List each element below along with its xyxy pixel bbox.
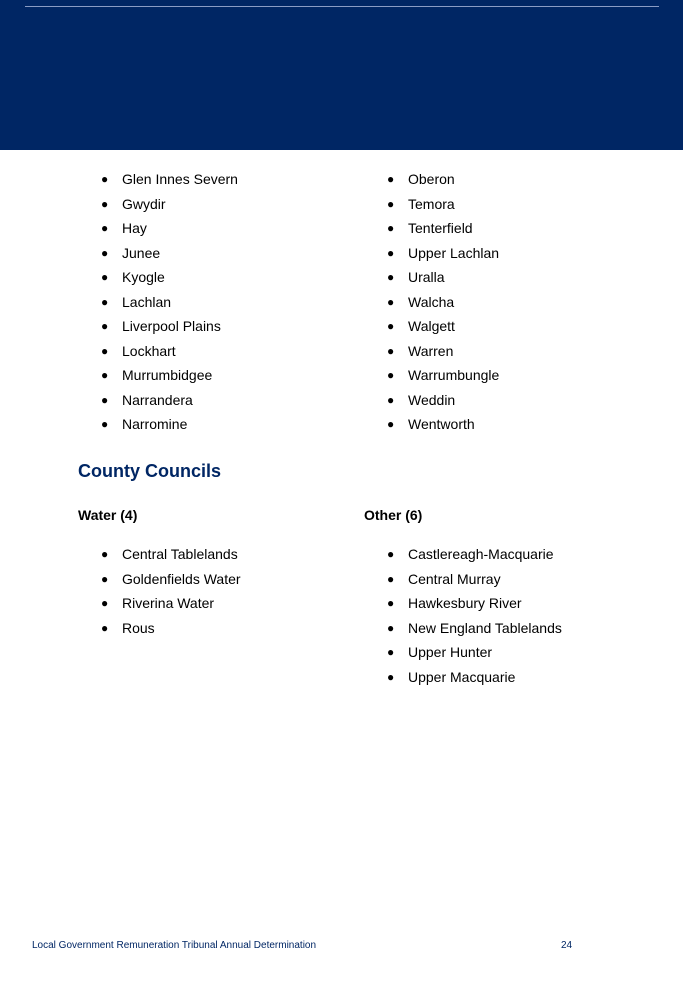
bullet-icon: ● (387, 245, 395, 260)
list-item: ● Narromine (101, 416, 188, 432)
bullet-icon: ● (387, 270, 395, 284)
bullet-icon: ● (387, 368, 395, 382)
bullet-icon: ● (387, 221, 395, 235)
bullet-icon: ● (101, 270, 109, 284)
list-item: ● Hay (101, 220, 147, 236)
list-item: ● Lockhart (101, 342, 176, 359)
list-item: ● Narrandera (101, 391, 193, 408)
list-item: ● Temora (387, 195, 455, 212)
bullet-icon: ● (387, 172, 395, 186)
bullet-icon: ● (387, 392, 395, 407)
page-number: 24 (561, 940, 573, 951)
bullet-icon: ● (101, 319, 109, 333)
list-item: ● New England Tablelands (387, 619, 562, 636)
bullet-icon: ● (101, 245, 109, 260)
bullet-icon: ● (387, 596, 395, 610)
bullet-icon: ● (101, 368, 109, 382)
bullet-icon: ● (387, 294, 395, 309)
header-rule (25, 6, 659, 7)
bullet-icon: ● (387, 319, 395, 333)
list-item: ● Kyogle (101, 269, 165, 285)
bullet-icon: ● (101, 343, 109, 358)
list-item: ● Castlereagh-Macquarie (387, 546, 554, 562)
section-title: County Councils (78, 461, 221, 481)
footer-title: Local Government Remuneration Tribunal Annual Determination (32, 940, 317, 951)
other-council-list (387, 546, 562, 693)
header-band (0, 0, 683, 150)
bullet-icon: ● (387, 547, 395, 561)
list-item: ● Oberon (387, 171, 455, 187)
list-item: ● Weddin (387, 391, 456, 408)
council-list-left (101, 171, 238, 441)
list-item: ● Gwydir (101, 195, 166, 212)
bullet-icon: ● (387, 669, 395, 684)
bullet-icon: ● (101, 294, 109, 309)
bullet-icon: ● (101, 571, 109, 586)
list-item: ● Hawkesbury River (387, 595, 522, 611)
list-item: ● Lachlan (101, 293, 172, 310)
bullet-icon: ● (387, 417, 395, 431)
list-item: ● Warren (387, 342, 454, 359)
bullet-icon: ● (101, 196, 109, 211)
list-item: ● Liverpool Plains (101, 318, 221, 334)
bullet-icon: ● (101, 417, 109, 431)
bullet-icon: ● (101, 547, 109, 561)
list-item: ● Wentworth (387, 416, 475, 432)
list-item: ● Tenterfield (387, 220, 473, 236)
list-item: ● Goldenfields Water (101, 570, 241, 587)
bullet-icon: ● (387, 571, 395, 586)
other-heading: Other (6) (364, 507, 423, 523)
list-item: ● Walcha (387, 293, 455, 310)
bullet-icon: ● (101, 392, 109, 407)
bullet-icon: ● (101, 221, 109, 235)
council-list-right (387, 171, 500, 441)
bullet-icon: ● (101, 596, 109, 610)
list-item: ● Walgett (387, 318, 455, 334)
water-council-list (101, 546, 241, 644)
bullet-icon: ● (387, 343, 395, 358)
list-item: ● Junee (101, 244, 161, 261)
list-item: ● Murrumbidgee (101, 367, 213, 383)
water-heading: Water (4) (78, 507, 138, 523)
list-item: ● Warrumbungle (387, 367, 500, 383)
list-item: ● Central Tablelands (101, 546, 238, 562)
bullet-icon: ● (387, 620, 395, 635)
bullet-icon: ● (101, 620, 109, 635)
list-item: ● Upper Hunter (387, 644, 493, 660)
list-item: ● Glen Innes Severn (101, 171, 238, 187)
list-item: ● Upper Macquarie (387, 668, 516, 685)
list-item: ● Central Murray (387, 570, 501, 587)
bullet-icon: ● (101, 172, 109, 186)
bullet-icon: ● (387, 196, 395, 211)
list-item: ● Riverina Water (101, 595, 215, 611)
list-item: ● Rous (101, 619, 155, 636)
list-item: ● Upper Lachlan (387, 244, 500, 261)
bullet-icon: ● (387, 645, 395, 659)
list-item: ● Uralla (387, 269, 445, 285)
